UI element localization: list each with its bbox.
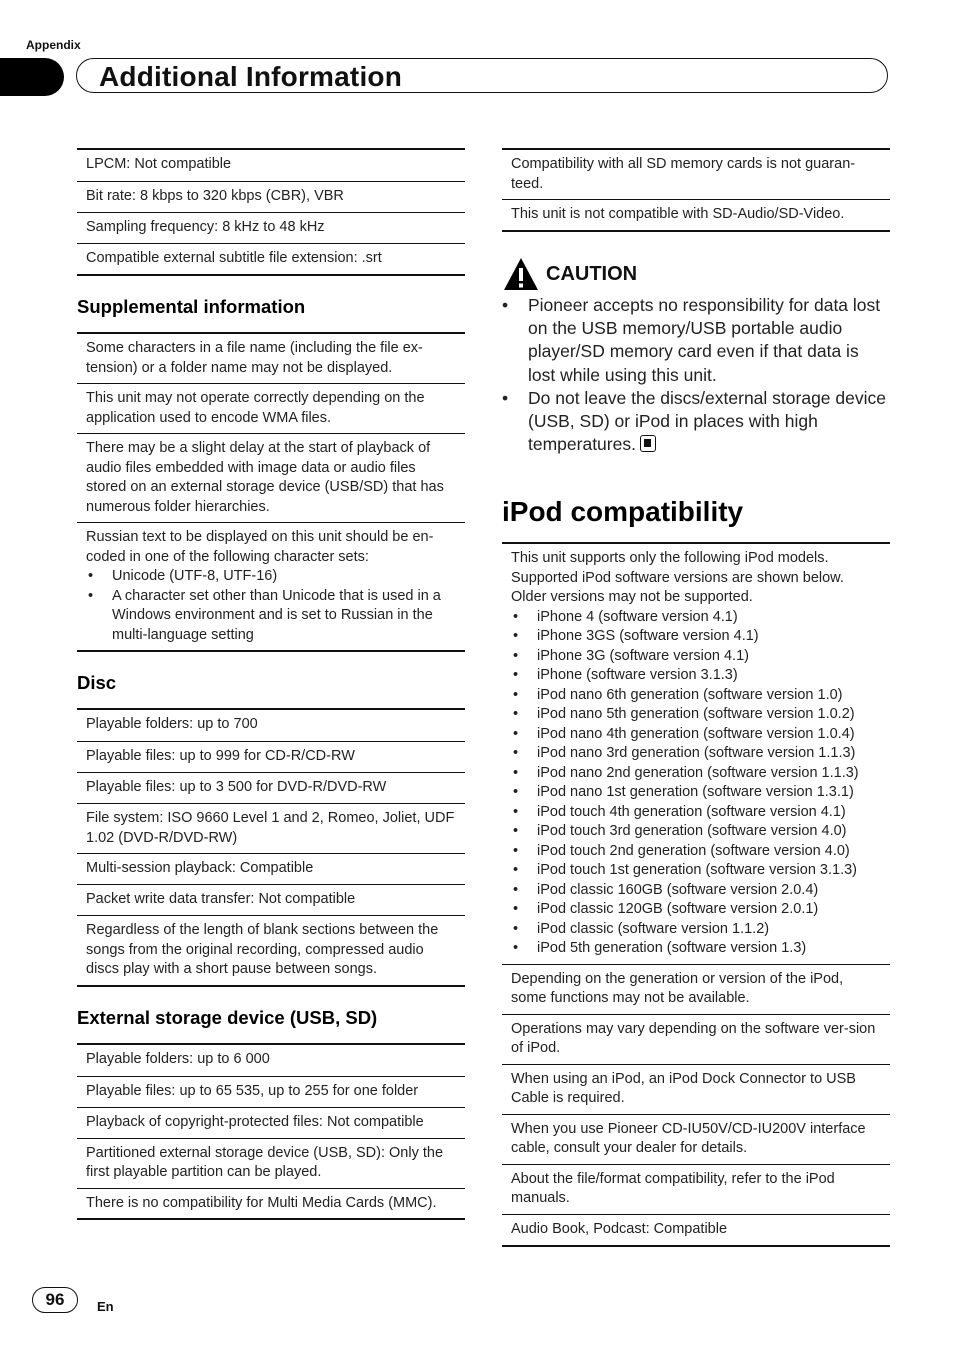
list-item: • iPod nano 6th generation (software version 1.0) [511,686,881,706]
caution-list [502,294,890,456]
supplemental-table [77,332,465,652]
end-of-section-icon [640,435,656,452]
list-item: • iPhone 3G (software version 4.1) [511,647,881,667]
storage-row: Playable folders: up to 6 000 [86,1050,270,1067]
list-item: • A character set other than Unicode that is used in a Windows environment and is set to Russian in the multi-language setting [86,587,456,646]
spec-row: Bit rate: 8 kbps to 320 kbps (CBR), VBR [77,181,465,212]
sd-table [502,148,890,232]
charset-list [86,567,456,645]
ipod-row: Depending on the generation or version of the iPod, some functions may not be available. [502,964,890,1014]
list-item: • iPhone 4 (software version 4.1) [511,608,881,628]
ipod-intro: This unit supports only the following iPod models. Supported iPod software versions are shown below. Older versions may not be supported. [511,550,844,606]
ipod-section-title: iPod compatibility [502,496,744,528]
list-item: • iPod nano 4th generation (software version 1.0.4) [511,725,881,745]
sd-row: This unit is not compatible with SD-Audio/SD-Video. [502,199,890,230]
ipod-row: Operations may vary depending on the software ver-sion of iPod. [502,1014,890,1064]
list-item: • iPhone 3GS (software version 4.1) [511,627,881,647]
supplemental-row: There may be a slight delay at the start of playback of audio files embedded with image data or audio files stored on an external storage device (USB/SD) that has numerous folder hierarchies. [77,433,465,522]
right-column [502,148,890,1247]
disc-row: Multi-session playback: Compatible [77,853,465,884]
language-code: En [97,1299,114,1314]
disc-row: File system: ISO 9660 Level 1 and 2, Romeo, Joliet, UDF 1.02 (DVD-R/DVD-RW) [77,803,465,853]
disc-table [77,708,465,987]
ipod-row: Audio Book, Podcast: Compatible [502,1214,890,1245]
caution-label: CAUTION [546,262,638,285]
list-item: • iPod nano 5th generation (software version 1.0.2) [511,705,881,725]
supplemental-row [77,522,465,650]
caution-header [502,254,890,294]
caution-item [502,387,890,457]
list-item: • iPod touch 4th generation (software version 4.1) [511,803,881,823]
list-item: • iPod touch 3rd generation (software version 4.0) [511,822,881,842]
disc-row: Playable folders: up to 700 [86,716,258,732]
ipod-row: When you use Pioneer CD-IU50V/CD-IU200V interface cable, consult your dealer for details. [502,1114,890,1164]
storage-table [77,1043,465,1221]
disc-row: Playable files: up to 999 for CD-R/CD-RW [77,741,465,772]
list-item: • iPod nano 3rd generation (software version 1.1.3) [511,744,881,764]
charset-intro: Russian text to be displayed on this unit should be en-coded in one of the following character sets: [86,529,434,565]
storage-row: Partitioned external storage device (USB, SD): Only the first playable partition can be played. [77,1138,465,1188]
list-item: • iPod 5th generation (software version 1.3) [511,939,881,959]
supplemental-heading: Supplemental information [77,296,306,317]
disc-row: Playable files: up to 3 500 for DVD-R/DVD-RW [77,772,465,803]
ipod-model-list [511,608,881,959]
spec-row: Compatible external subtitle file extension: .srt [77,243,465,274]
section-tab-marker [0,58,64,96]
disc-row: Regardless of the length of blank sections between the songs from the original recording, compressed audio discs play with a short pause between songs. [77,915,465,985]
page-number: 96 [32,1287,78,1313]
ipod-models-row [502,544,890,964]
storage-heading: External storage device (USB, SD) [77,1006,378,1028]
list-item: • iPod nano 1st generation (software version 1.3.1) [511,783,881,803]
warning-icon [502,256,540,292]
list-item: • iPod nano 2nd generation (software version 1.1.3) [511,764,881,784]
list-item: • iPod classic 120GB (software version 2.0.1) [511,900,881,920]
caution-item-text: Do not leave the discs/external storage device (USB, SD) or iPod in places with high temperatures. [528,387,886,455]
list-item: • iPod touch 2nd generation (software version 4.0) [511,842,881,862]
list-item: • Unicode (UTF-8, UTF-16) [86,567,456,587]
list-item: • iPhone (software version 3.1.3) [511,666,881,686]
sd-row: Compatibility with all SD memory cards is not guaran-teed. [511,156,856,192]
chapter-title: Additional Information [99,61,403,92]
disc-row: Packet write data transfer: Not compatible [77,884,465,915]
section-label: Appendix [26,38,81,52]
caution-item: • Pioneer accepts no responsibility for data lost on the USB memory/USB portable audio player/SD memory card even if that data is lost while using this unit. [502,294,890,387]
list-item: • iPod touch 1st generation (software version 3.1.3) [511,861,881,881]
format-spec-table [77,148,465,276]
chapter-title-bar [76,58,888,93]
storage-row: Playback of copyright-protected files: Not compatible [77,1107,465,1138]
ipod-row: About the file/format compatibility, refer to the iPod manuals. [502,1164,890,1214]
storage-row: There is no compatibility for Multi Media Cards (MMC). [77,1188,465,1219]
ipod-table [502,542,890,1247]
disc-heading: Disc [77,672,117,693]
ipod-row: When using an iPod, an iPod Dock Connector to USB Cable is required. [502,1064,890,1114]
left-column [77,148,465,1220]
storage-row: Playable files: up to 65 535, up to 255 for one folder [77,1076,465,1107]
spec-row: Sampling frequency: 8 kHz to 48 kHz [77,212,465,243]
spec-row: LPCM: Not compatible [86,156,232,172]
caution-block [502,254,890,456]
list-item: • iPod classic (software version 1.1.2) [511,920,881,940]
list-item: • iPod classic 160GB (software version 2.0.4) [511,881,881,901]
supplemental-row: Some characters in a file name (including the file ex-tension) or a folder name may not be displayed. [86,340,423,376]
supplemental-row: This unit may not operate correctly depending on the application used to encode WMA files. [77,383,465,433]
